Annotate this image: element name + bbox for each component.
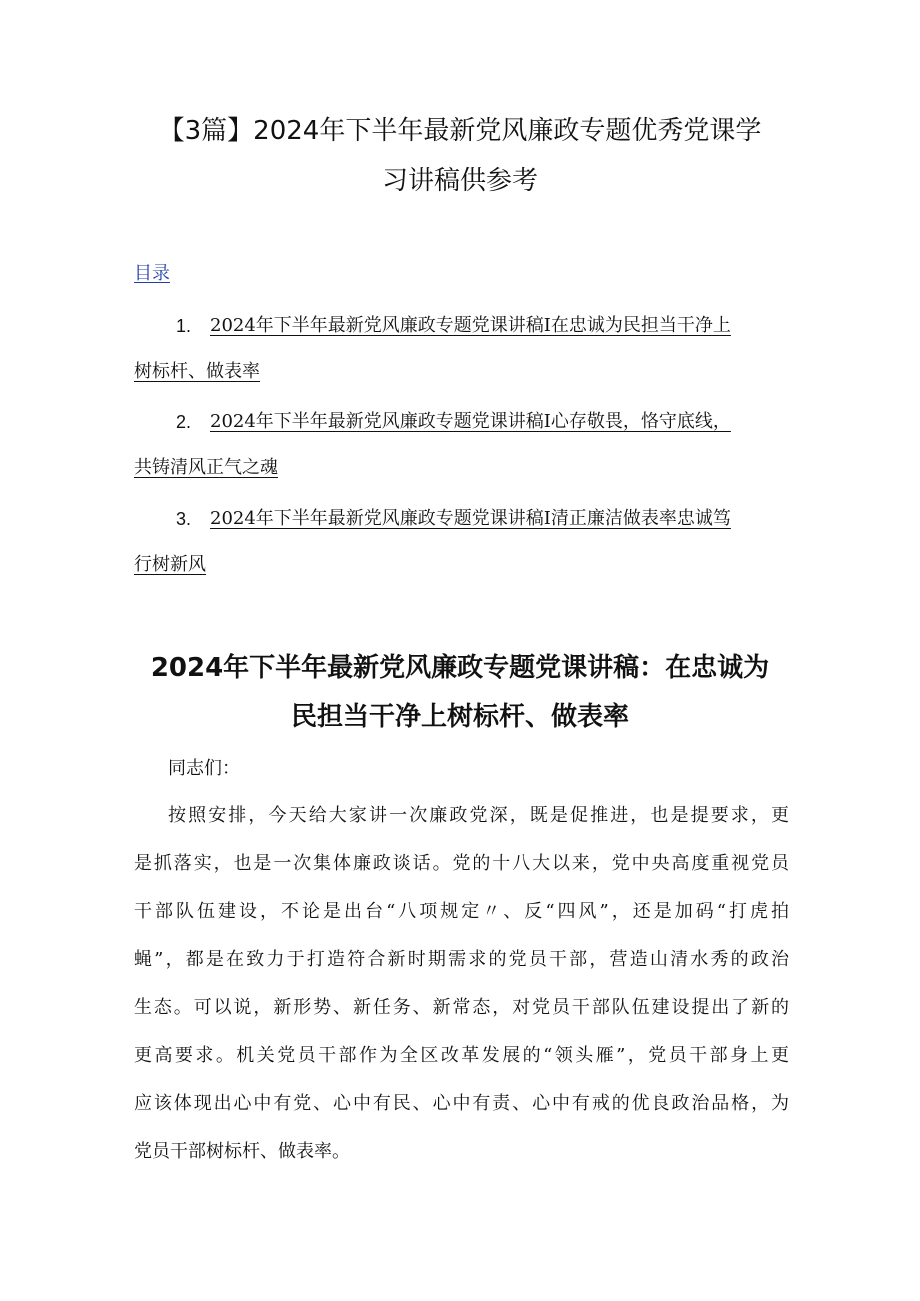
- paragraph-line: 蝇”，都是在致力于打造符合新时期需求的党员干部，营造山清水秀的政治: [134, 949, 789, 970]
- toc-link-2-line-1[interactable]: 2024年下半年最新党风廉政专题党课讲稿I心存敬畏，恪守底线，: [210, 411, 731, 432]
- toc-heading-link[interactable]: 目录: [134, 263, 170, 284]
- toc-link-3-line-2[interactable]: 行树新风: [134, 554, 206, 575]
- paragraph-line: 党员干部树标杆、做表率。: [134, 1141, 350, 1162]
- toc-link-1-line-1[interactable]: 2024年下半年最新党风廉政专题党课讲稿I在忠诚为民担当干净上: [210, 315, 731, 336]
- paragraph-line: 干部队伍建设，不论是出台“八项规定〃、反“四风”，还是加码“打虎拍: [134, 901, 789, 922]
- toc-link-1-line-2[interactable]: 树标杆、做表率: [134, 361, 260, 382]
- toc-item-number: 3.: [176, 509, 192, 529]
- toc-item-number: 1.: [176, 316, 192, 336]
- paragraph-line: 按照安排，今天给大家讲一次廉政党深，既是促推进，也是提要求，更: [168, 805, 789, 826]
- paragraph-line: 更高要求。机关党员干部作为全区改革发展的“领头雁”，党员干部身上更: [134, 1045, 789, 1066]
- section-title-line-1: 2024年下半年最新党风廉政专题党课讲稿：在忠诚为: [150, 653, 770, 683]
- paragraph-line: 是抓落实，也是一次集体廉政谈话。党的十八大以来，党中央高度重视党员: [134, 853, 789, 874]
- section-title-line-2: 民担当干净上树标杆、做表率: [290, 702, 629, 732]
- salutation: 同志们：: [168, 758, 240, 779]
- paragraph-line: 生态。可以说，新形势、新任务、新常态，对党员干部队伍建设提出了新的: [134, 997, 789, 1018]
- document-title-line-1: 【3篇】2024年下半年最新党风廉政专题优秀党课学: [158, 116, 762, 146]
- document-title-line-2: 习讲稿供参考: [381, 166, 538, 196]
- toc-link-2-line-2[interactable]: 共铸清风正气之魂: [134, 457, 278, 478]
- toc-item-number: 2.: [176, 412, 192, 432]
- toc-link-3-line-1[interactable]: 2024年下半年最新党风廉政专题党课讲稿I清正廉洁做表率忠诚笃: [210, 508, 731, 529]
- paragraph-line: 应该体现出心中有党、心中有民、心中有责、心中有戒的优良政治品格，为: [134, 1093, 789, 1114]
